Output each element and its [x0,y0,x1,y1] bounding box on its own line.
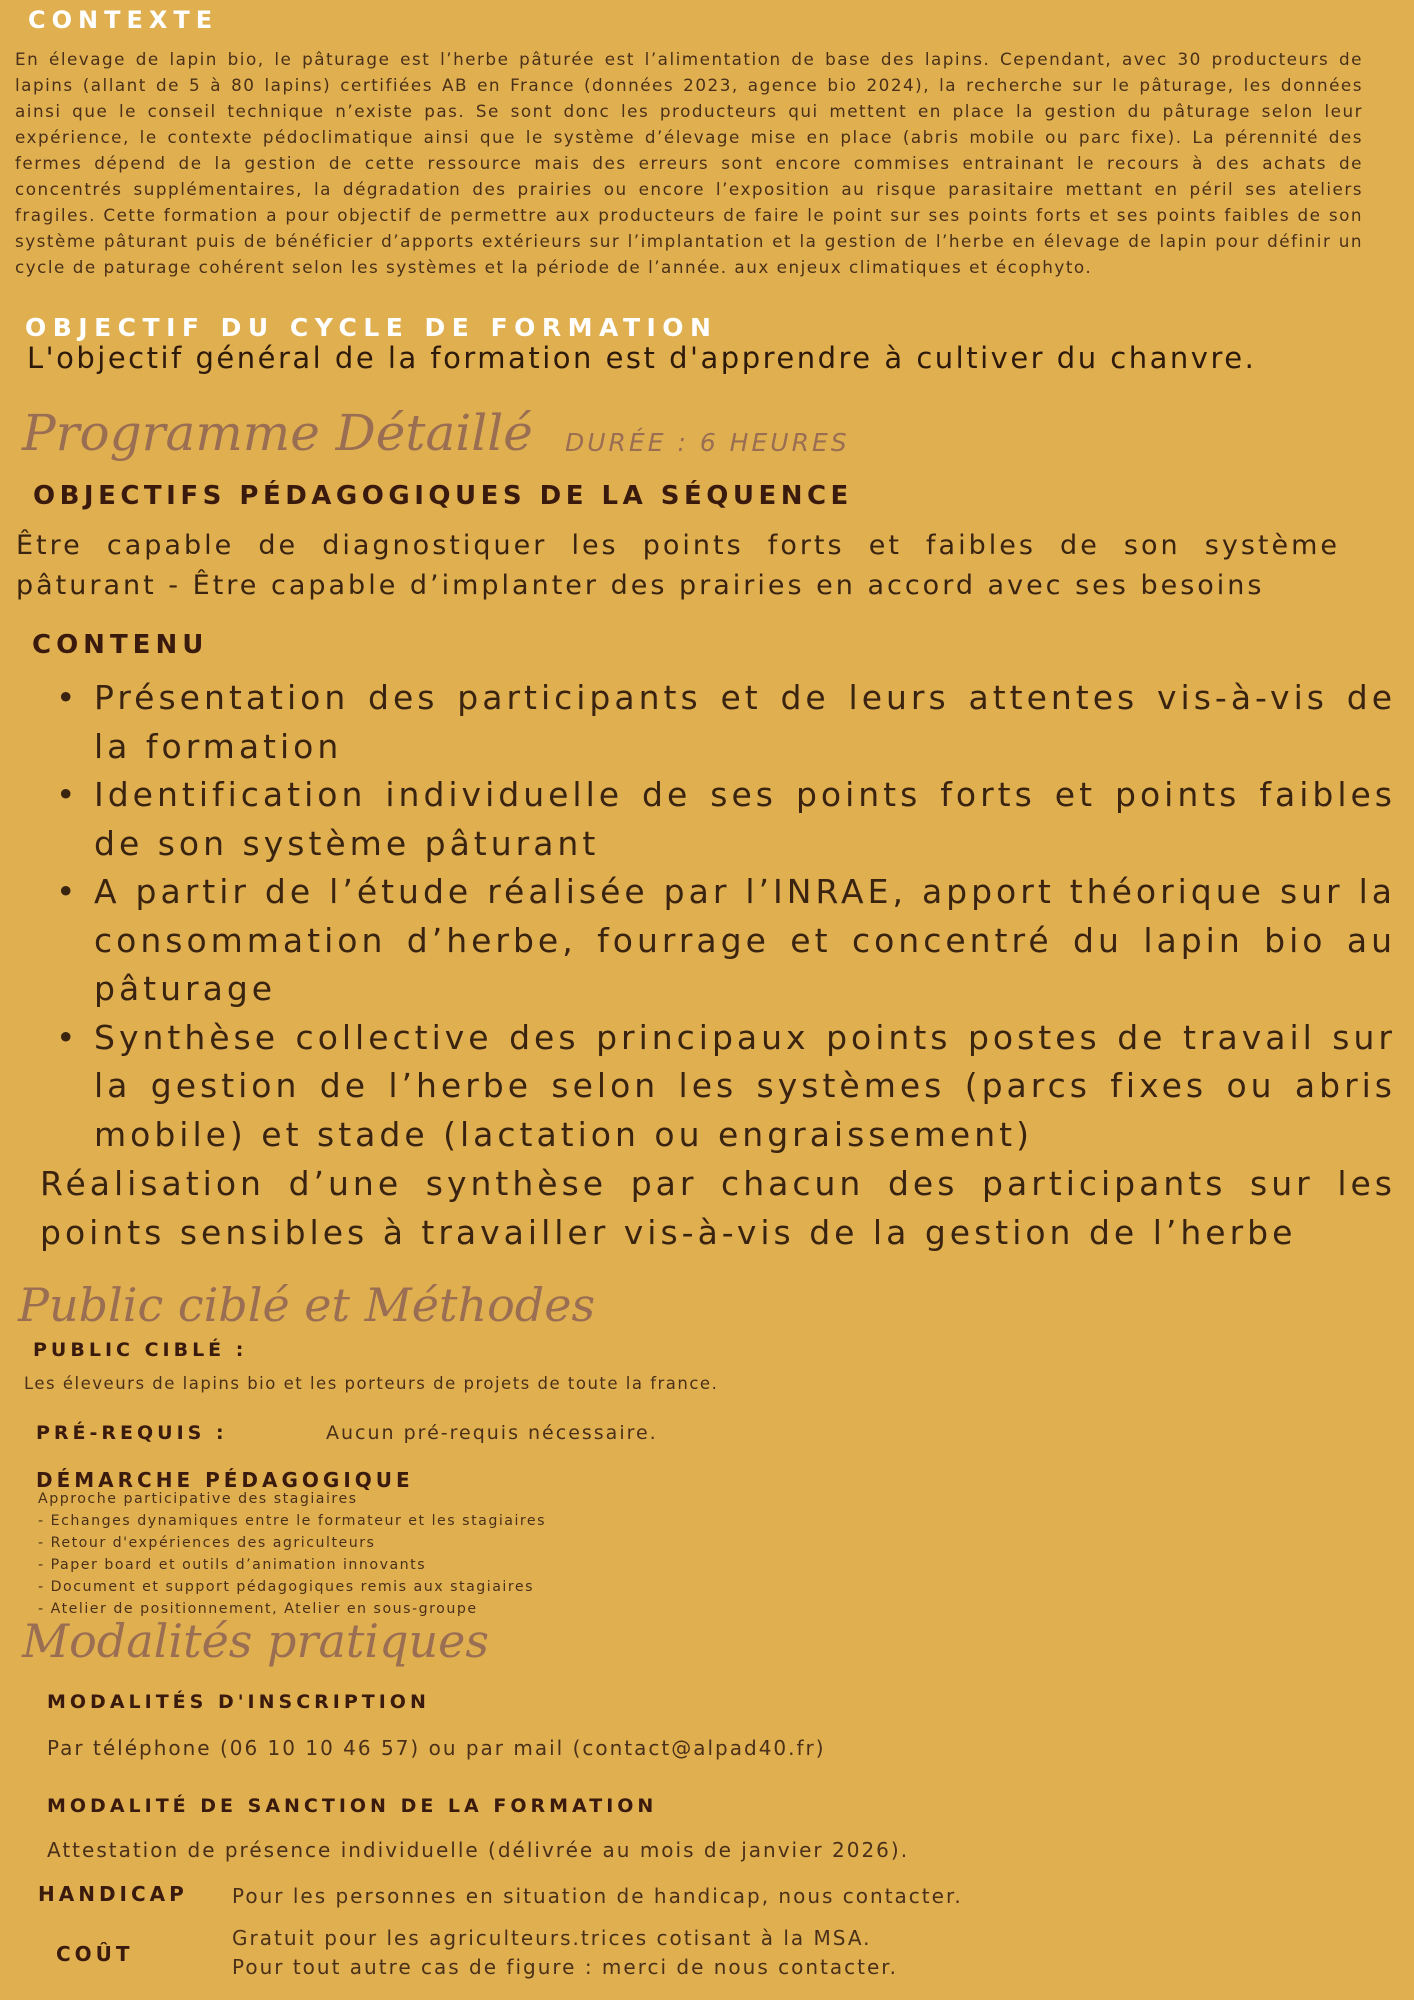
public-cible-label: PUBLIC CIBLÉ : [33,1339,248,1361]
sanction-label: MODALITÉ DE SANCTION DE LA FORMATION [47,1795,658,1817]
sanction-body: Attestation de présence individuelle (délivrée au mois de janvier 2026). [47,1838,910,1862]
demarche-line: - Document et support pédagogiques remis aux stagiaires [38,1579,534,1595]
prerequis-body: Aucun pré-requis nécessaire. [326,1422,658,1444]
contenu-extra: Réalisation d’une synthèse par chacun des participants sur les points sensibles à travailler vis-à-vis de la gestion de l’herbe [40,1164,1396,1252]
modalites-title: Modalités pratiques [22,1614,489,1668]
cout-label: COÛT [56,1942,134,1966]
prerequis-label: PRÉ-REQUIS : [36,1422,228,1444]
public-cible-body: Les éleveurs de lapins bio et les porteurs de projets de toute la france. [24,1374,719,1393]
objectifs-pedagogiques-title: OBJECTIFS PÉDAGOGIQUES DE LA SÉQUENCE [33,481,853,511]
programme-title: Programme Détaillé [22,404,533,462]
contenu-title: CONTENU [32,630,209,660]
handicap-body: Pour les personnes en situation de handicap, nous contacter. [232,1884,963,1908]
cout-line1: Gratuit pour les agriculteurs.trices cotisant à la MSA. [232,1926,872,1950]
demarche-line: - Atelier de positionnement, Atelier en sous-groupe [38,1601,478,1617]
contenu-item: • Identification individuelle de ses points forts et points faibles de son système pâturant [16,771,1396,868]
objectif-cycle-title: OBJECTIF DU CYCLE DE FORMATION [25,313,718,342]
cout-line2: Pour tout autre cas de figure : merci de nous contacter. [232,1955,899,1979]
contenu-item: • A partir de l’étude réalisée par l’INRAE, apport théorique sur la consommation d’herbe, fourrage et concentré du lapin bio au pâturage [16,868,1396,1014]
demarche-line: - Echanges dynamiques entre le formateur et les stagiaires [38,1513,547,1529]
public-methodes-title: Public ciblé et Méthodes [18,1278,596,1332]
demarche-label: DÉMARCHE PÉDAGOGIQUE [36,1468,414,1492]
handicap-label: HANDICAP [38,1882,188,1906]
demarche-line: Approche participative des stagiaires [38,1491,358,1507]
inscription-label: MODALITÉS D'INSCRIPTION [47,1691,430,1713]
duree-label: DURÉE : 6 HEURES [565,428,850,457]
demarche-line: - Paper board et outils d’animation innovants [38,1557,427,1573]
contexte-body: En élevage de lapin bio, le pâturage est l’herbe pâturée est l’alimentation de base des lapins. Cependant, avec 30 producteurs de lapins (allant de 5 à 80 lapins) certifiées AB en France (données 2023, agence bio 2024), la recherche sur le pâturage, les données ainsi que le conseil technique n’existe pas. Se sont donc les producteurs qui mettent en place la gestion du pâturage selon leur expérience, le contexte pédoclimatique ainsi que le système d’élevage mise en place (abris mobile ou parc fixe). La pérennité des fermes dépend de la gestion de cette ressource mais des erreurs sont encore commises entrainant le recours à des achats de concentrés supplémentaires, la dégradation des prairies ou encore l’exposition au risque parasitaire mettant en péril ses ateliers fragiles. Cette formation a pour objectif de permettre aux producteurs de faire le point sur ses points forts et ses points faibles de son système pâturant puis de bénéficier d’apports extérieurs sur l’implantation et la gestion de l’herbe en élevage de lapin pour définir un cycle de paturage cohérent selon les systèmes et la période de l’année. aux enjeux climatiques et écophyto. [15,49,1363,277]
inscription-body: Par téléphone (06 10 10 46 57) ou par mail (contact@alpad40.fr) [47,1736,826,1760]
objectif-cycle-body: L'objectif général de la formation est d'apprendre à cultiver du chanvre. [27,341,1257,375]
demarche-line: - Retour d'expériences des agriculteurs [38,1535,376,1551]
contexte-title: CONTEXTE [28,6,219,34]
objectifs-pedagogiques-body: Être capable de diagnostiquer les points forts et faibles de son système pâturant - Être capable d’implanter des prairies en accord avec ses besoins [16,530,1340,601]
demarche-list [38,1488,546,1620]
contenu-item: • Présentation des participants et de leurs attentes vis-à-vis de la formation [16,674,1396,771]
contenu-item: • Synthèse collective des principaux points postes de travail sur la gestion de l’herbe selon les systèmes (parcs fixes ou abris mobile) et stade (lactation ou engraissement) [16,1014,1396,1160]
contenu-list [16,674,1396,1159]
